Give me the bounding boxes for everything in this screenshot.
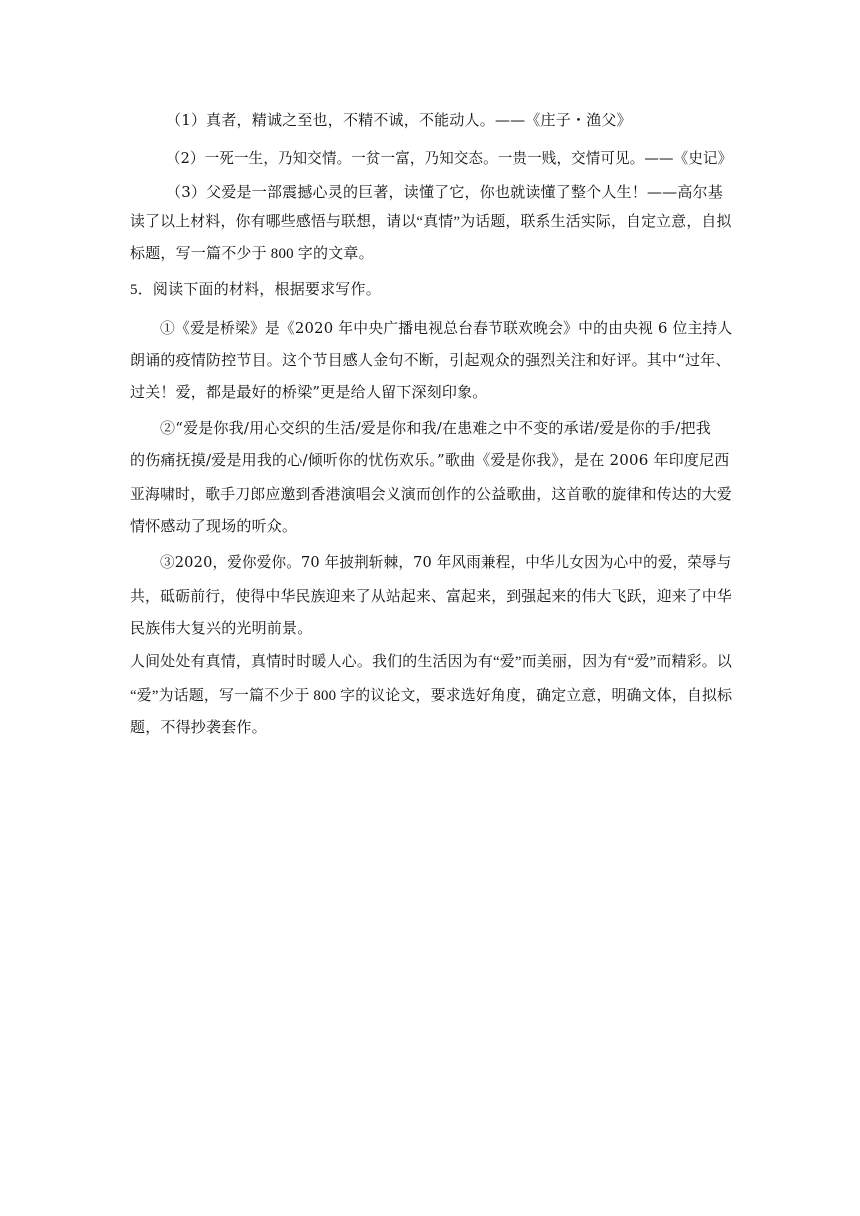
material-3-line1: ③2020，爱你爱你。70 年披荆斩棘，70 年风雨兼程，中华儿女因为心中的爱，荣辱与 <box>160 553 732 571</box>
material-1-line1: ①《爱是桥梁》是《2020 年中央广播电视总台春节联欢晚会》中的由央视 6 位主持人 <box>160 319 733 337</box>
question-5-heading: 5．阅读下面的材料，根据要求写作。 <box>130 282 381 298</box>
material-2-line2: 的伤痛抚摸/爱是用我的心/倾听你的忧伤欢乐。”歌曲《爱是你我》，是在 2006 年印度尼西 <box>130 451 730 469</box>
material-2-line3: 亚海啸时，歌手刀郎应邀到香港演唱会义演而创作的公益歌曲，这首歌的旋律和传达的大爱 <box>130 485 732 503</box>
material-2-line4: 情怀感动了现场的听众。 <box>130 517 298 535</box>
requirement-line3: 题，不得抄袭套作。 <box>130 720 267 736</box>
quote-zhuangzi: （1）真者，精诚之至也，不精不诚，不能动人。——《庄子・渔父》 <box>166 111 632 129</box>
quote-gorky: （3）父爱是一部震撼心灵的巨著，读懂了它，你也就读懂了整个人生！——高尔基 <box>166 183 723 201</box>
requirement-line1: 人间处处有真情，真情时时暖人心。我们的生活因为有“爱”而美丽，因为有“爱”而精彩。以 <box>130 654 733 670</box>
prompt-4-line2: 标题，写一篇不少于 800 字的文章。 <box>130 246 374 262</box>
material-2-line1: ②“爱是你我/用心交织的生活/爱是你和我/在患难之中不变的承诺/爱是你的手/把我 <box>160 419 711 437</box>
material-1-line3: 过关！爱，都是最好的桥梁”更是给人留下深刻印象。 <box>130 383 488 401</box>
prompt-4-line1: 读了以上材料，你有哪些感悟与联想，请以“真情”为话题，联系生活实际，自定立意，自拟 <box>130 214 732 230</box>
quote-shiji: （2）一死一生，乃知交情。一贫一富，乃知交态。一贵一贱，交情可见。——《史记》 <box>166 149 733 167</box>
material-1-line2: 朗诵的疫情防控节目。这个节目感人金句不断，引起观众的强烈关注和好评。其中“过年、 <box>130 351 731 369</box>
requirement-line2: “爱”为话题，写一篇不少于 800 字的议论文，要求选好角度，确定立意，明确文体，自拟标 <box>130 688 733 704</box>
material-3-line2: 共，砥砺前行，使得中华民族迎来了从站起来、富起来，到强起来的伟大飞跃，迎来了中华 <box>130 587 732 605</box>
material-3-line3: 民族伟大复兴的光明前景。 <box>130 619 313 637</box>
